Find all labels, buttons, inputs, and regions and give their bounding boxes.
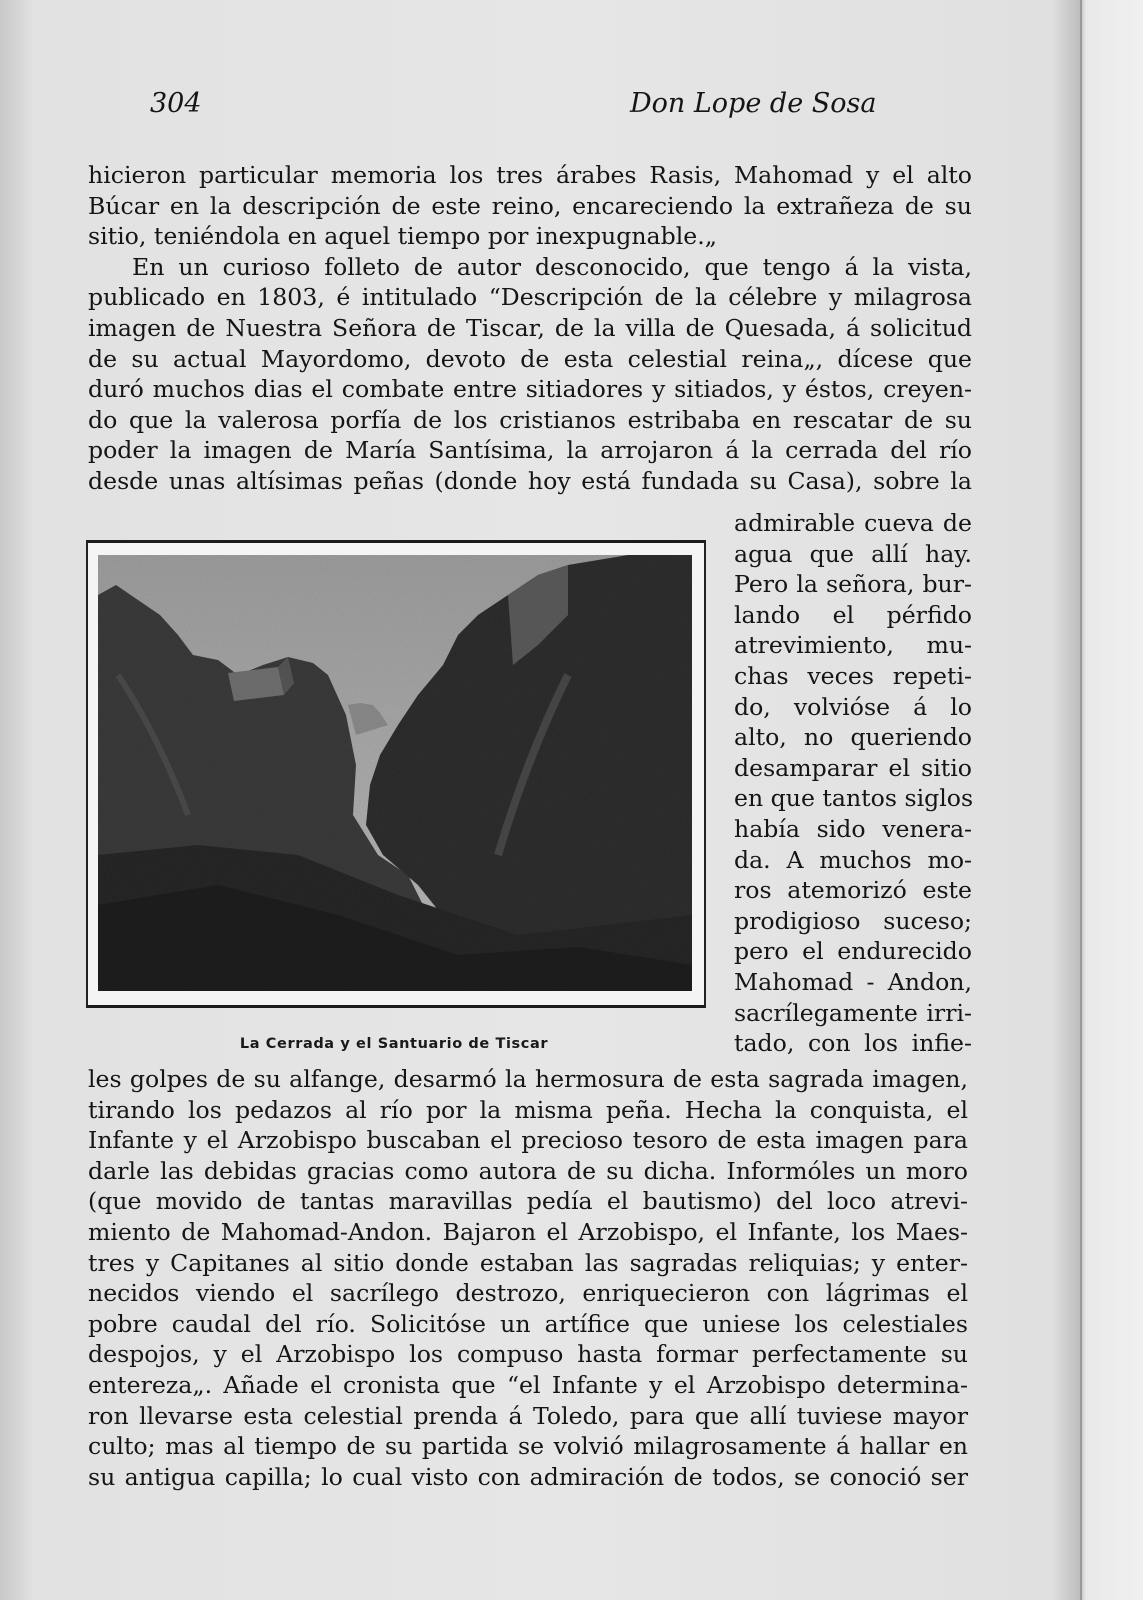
text-block-side-column	[734, 508, 972, 1059]
text-line: do, volvióse á lo	[734, 692, 972, 721]
text-line: poder la imagen de María Santísima, la arrojaron á la cerrada del río	[88, 436, 972, 465]
page-number: 304	[150, 88, 202, 119]
text-line: sacrílegamente irri-	[734, 998, 972, 1027]
text-line: tado, con los infie-	[734, 1029, 972, 1058]
text-line: necidos viendo el sacrílego destrozo, enriquecieron con lágrimas el	[88, 1279, 968, 1308]
mountain-gorge-photo	[98, 555, 692, 991]
text-line: ros atemorizó este	[734, 876, 972, 905]
text-line: entereza„. Añade el cronista que “el Infante y el Arzobispo determina-	[88, 1370, 968, 1399]
text-line: da. A muchos mo-	[734, 845, 972, 874]
figure-caption: La Cerrada y el Santuario de Tiscar	[239, 1036, 549, 1052]
text-line: culto; mas al tiempo de su partida se volvió milagrosamente á hallar en	[88, 1432, 968, 1461]
text-block-bottom	[88, 1064, 968, 1492]
text-line: sitio, teniéndola en aquel tiempo por inexpugnable.„	[88, 222, 717, 251]
text-line: hicieron particular memoria los tres árabes Rasis, Mahomad y el alto	[88, 161, 972, 189]
text-line: do que la valerosa porfía de los cristianos estribaba en rescatar de su	[88, 405, 972, 434]
text-block-top	[88, 160, 972, 497]
text-line: admirable cueva de	[734, 509, 972, 537]
text-line: Pero la señora, bur-	[734, 570, 972, 599]
text-line: pobre caudal del río. Solicitóse un artífice que uniese los celestiales	[88, 1309, 968, 1338]
text-line: les golpes de su alfange, desarmó la hermosura de esta sagrada imagen,	[88, 1065, 968, 1093]
text-line: ron llevarse esta celestial prenda á Toledo, para que allí tuviese mayor	[88, 1401, 968, 1430]
text-line: despojos, y el Arzobispo los compuso hasta formar perfectamente su	[88, 1340, 968, 1369]
text-line: tirando los pedazos al río por la misma peña. Hecha la conquista, el	[88, 1095, 968, 1124]
text-line: duró muchos dias el combate entre sitiadores y sitiados, y éstos, creyen-	[88, 375, 972, 404]
text-line: desde unas altísimas peñas (donde hoy está fundada su Casa), sobre la	[88, 466, 972, 495]
text-line: en que tantos siglos	[734, 784, 974, 813]
text-line: miento de Mahomad-Andon. Bajaron el Arzobispo, el Infante, los Maes-	[88, 1217, 968, 1246]
text-line: publicado en 1803, é intitulado “Descripción de la célebre y milagrosa	[88, 283, 972, 312]
text-line: imagen de Nuestra Señora de Tiscar, de la villa de Quesada, á solicitud	[88, 313, 972, 342]
text-line: Búcar en la descripción de este reino, encareciendo la extrañeza de su	[88, 191, 972, 220]
text-line: darle las debidas gracias como autora de su dicha. Informóles un moro	[88, 1156, 968, 1185]
figure-frame	[86, 540, 706, 1008]
text-line: tres y Capitanes al sitio donde estaban las sagradas reliquias; y enter-	[88, 1248, 968, 1277]
text-line: alto, no queriendo	[734, 723, 972, 752]
text-line: agua que allí hay.	[734, 539, 972, 568]
text-line: atrevimiento, mu-	[734, 631, 972, 660]
text-line: lando el pérfido	[734, 600, 972, 629]
running-title: Don Lope de Sosa	[630, 88, 877, 119]
text-line: chas veces repeti-	[734, 661, 972, 690]
figure-photo	[98, 555, 692, 991]
text-line: de su actual Mayordomo, devoto de esta celestial reina„, dícese que	[88, 344, 972, 373]
text-line: Mahomad - Andon,	[734, 967, 972, 996]
text-line: Infante y el Arzobispo buscaban el precioso tesoro de esta imagen para	[88, 1126, 968, 1155]
text-line: su antigua capilla; lo cual visto con admiración de todos, se conoció ser	[88, 1462, 968, 1491]
text-line: En un curioso folleto de autor desconocido, que tengo á la vista,	[132, 252, 972, 281]
text-line: había sido venera-	[734, 814, 972, 843]
text-line: (que movido de tantas maravillas pedía el bautismo) del loco atrevi-	[88, 1187, 968, 1216]
text-line: prodigioso suceso;	[734, 906, 972, 935]
text-line: pero el endurecido	[734, 937, 972, 966]
text-line: desamparar el sitio	[734, 753, 972, 782]
book-spine-edge	[1080, 0, 1082, 1600]
